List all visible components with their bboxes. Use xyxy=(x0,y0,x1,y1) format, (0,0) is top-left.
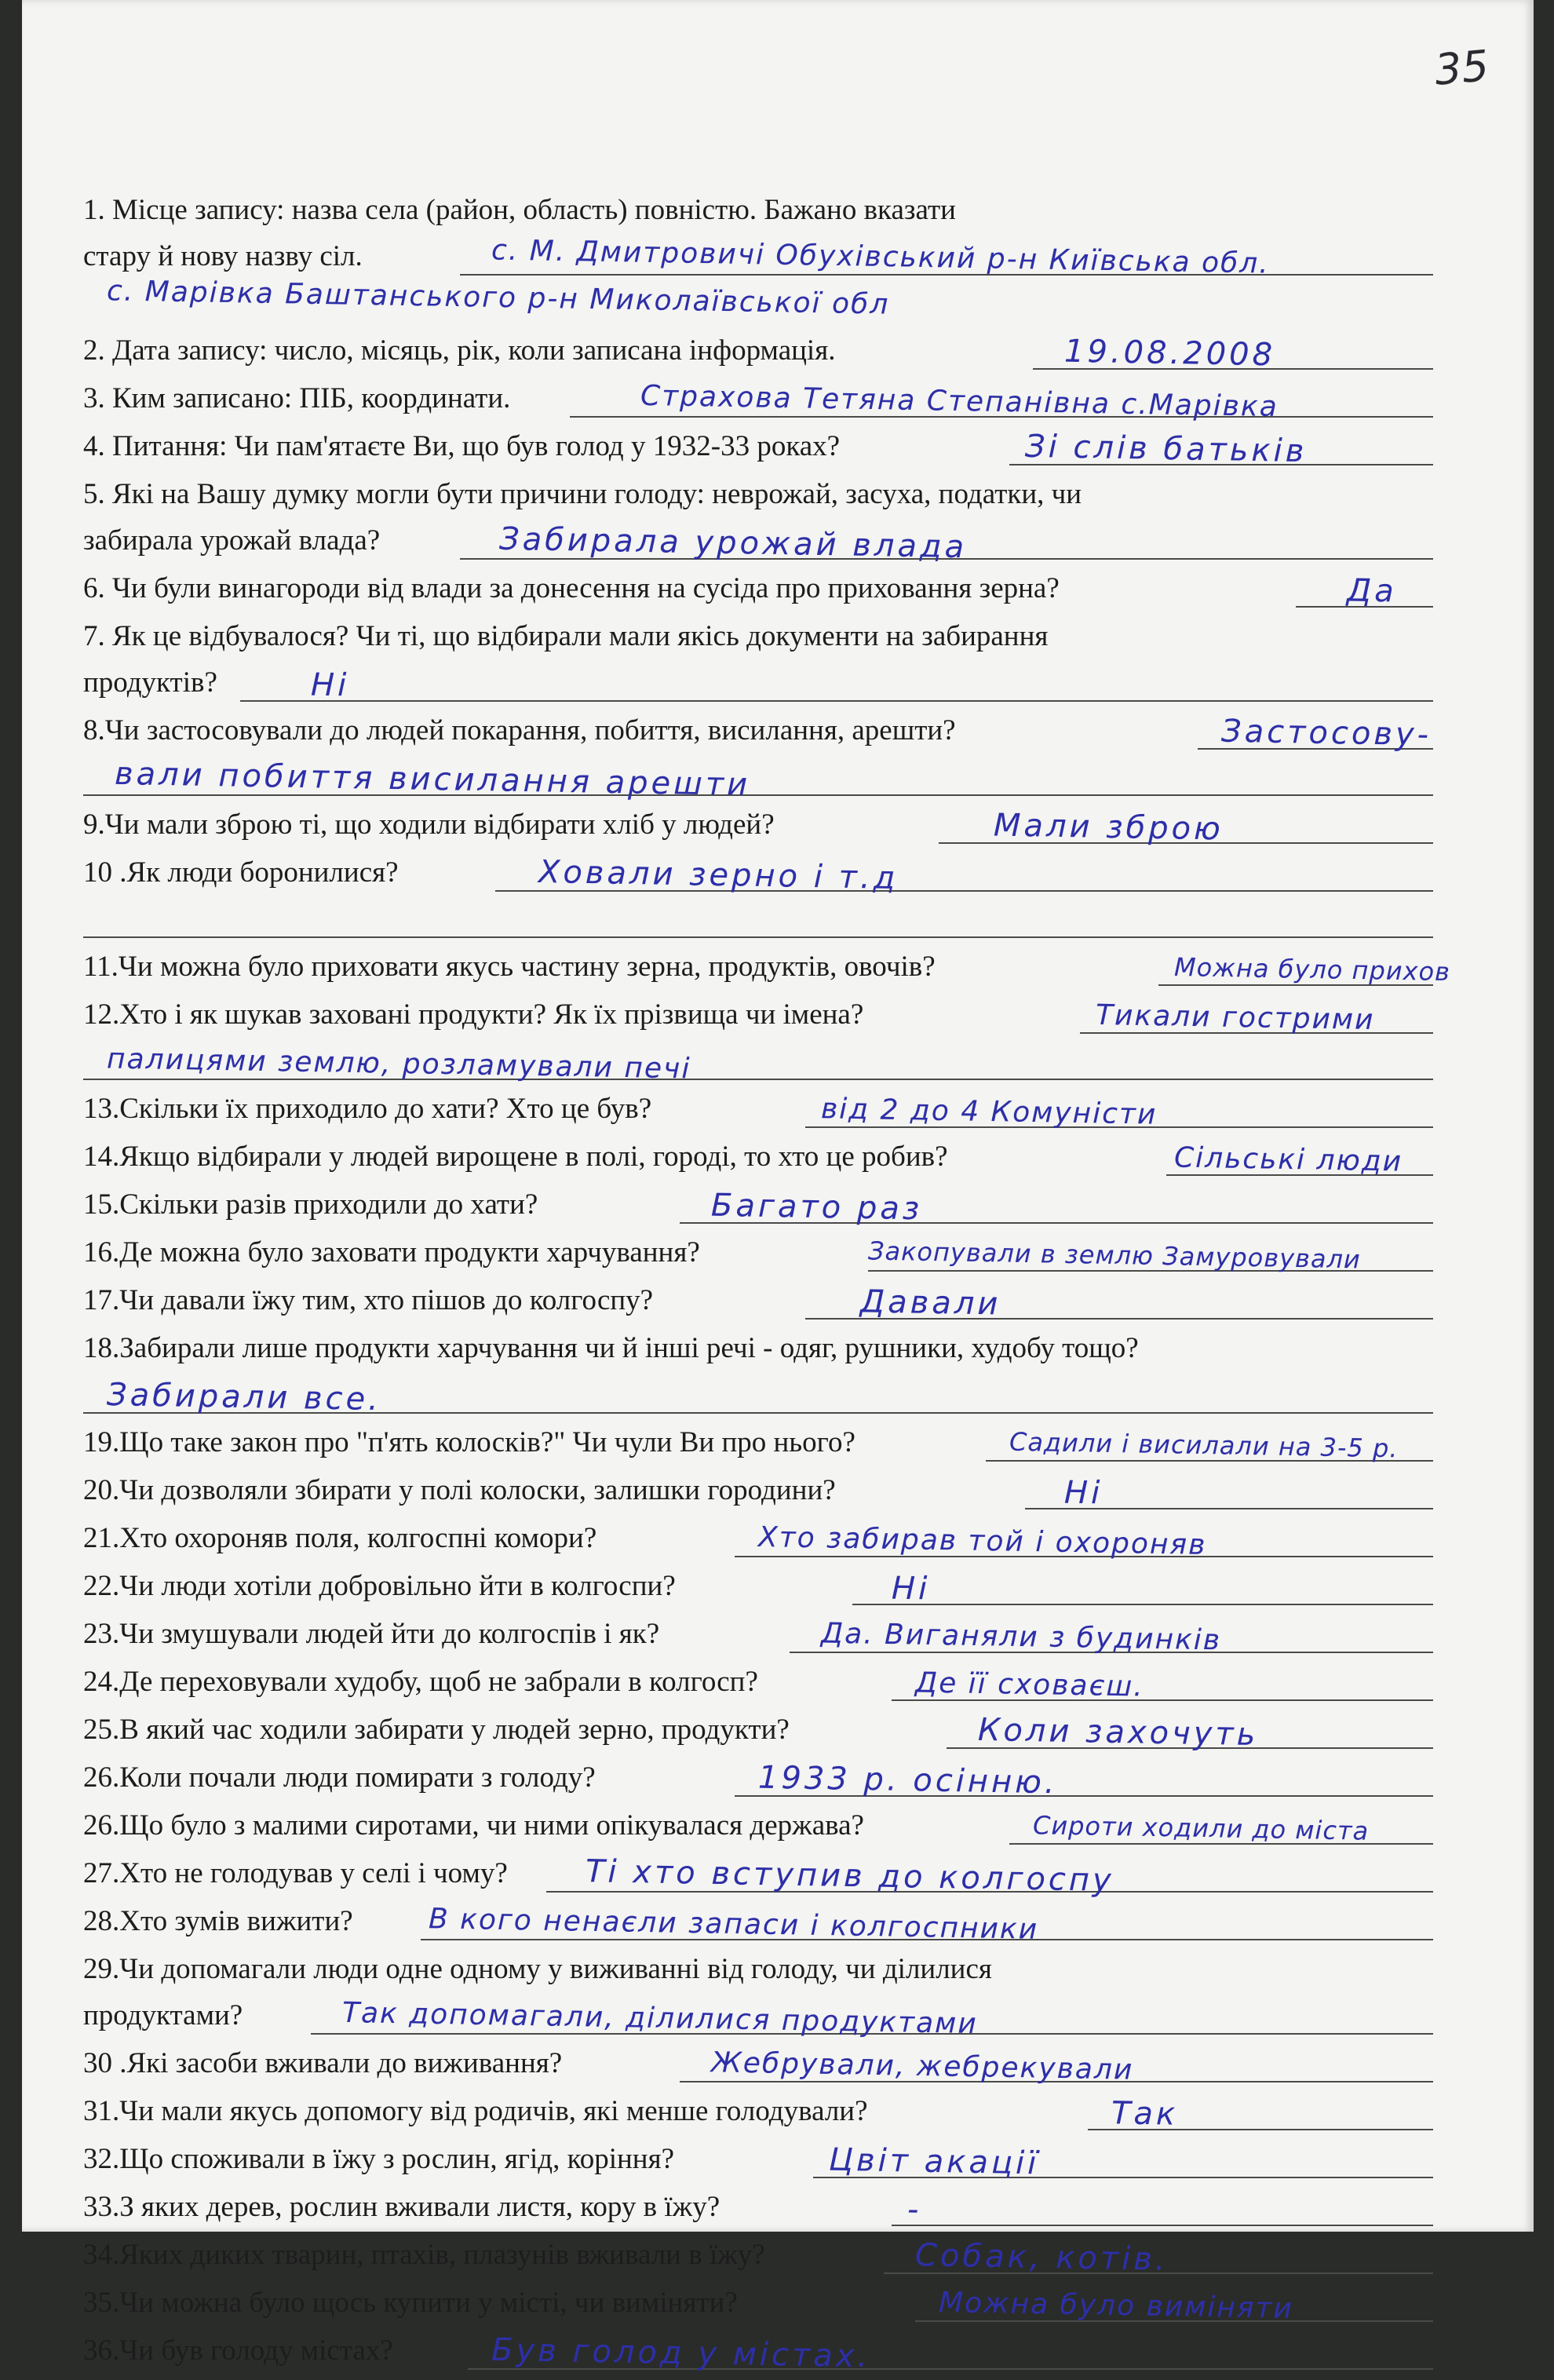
handwritten-answer-continued: Забирали все. xyxy=(106,1376,382,1418)
question-item xyxy=(83,1754,1433,1802)
handwritten-answer: Сільські люди xyxy=(1173,1141,1403,1178)
handwritten-answer-continued: Так допомагали, ділилися продуктами xyxy=(341,1996,979,2041)
handwritten-answer: Цвіт акації xyxy=(828,2141,1040,2182)
question-item xyxy=(83,613,1433,707)
question-text: 8.Чи застосовували до людей покарання, побиття, висилання, арешти? xyxy=(83,714,956,746)
question-item xyxy=(83,1850,1433,1898)
handwritten-answer: Ті хто вступив до колгоспу xyxy=(585,1853,1115,1899)
question-item xyxy=(83,2327,1433,2375)
answer-line xyxy=(892,2225,1433,2226)
question-text: 6. Чи були винагороди від влади за донесення на сусіда про приховання зерна? xyxy=(83,572,1060,604)
question-item xyxy=(83,2280,1433,2327)
question-item xyxy=(83,1229,1433,1277)
handwritten-answer: від 2 до 4 Комуністи xyxy=(820,1093,1158,1131)
question-text: 31.Чи мали якусь допомогу від родичів, які менше голодували? xyxy=(83,2095,868,2127)
question-text-continued: забирала урожай влада? xyxy=(83,524,381,557)
handwritten-answer: Багато раз xyxy=(710,1187,923,1228)
question-item xyxy=(83,1802,1433,1850)
question-text: 24.Де переховували худобу, щоб не забрали в колгосп? xyxy=(83,1666,758,1698)
question-text: 17.Чи давали їжу тим, хто пішов до колгоспу? xyxy=(83,1284,654,1316)
handwritten-answer: 19.08.2008 xyxy=(1063,333,1276,374)
questionnaire-list xyxy=(83,187,1451,2375)
handwritten-answer: Можна було виміняти xyxy=(938,2287,1294,2325)
question-item xyxy=(83,423,1433,471)
question-item xyxy=(83,1659,1433,1707)
question-item xyxy=(83,187,1433,327)
question-text: 27.Хто не голодував у селі і чому? xyxy=(83,1857,508,1889)
handwritten-answer-continued: вали побиття висилання арешти xyxy=(114,755,751,804)
answer-line xyxy=(240,700,1433,702)
handwritten-answer: Хто забирав той і охороняв xyxy=(757,1521,1207,1561)
question-text: 32.Що споживали в їжу з рослин, ягід, коріння? xyxy=(83,2143,675,2175)
question-text: 16.Де можна було заховати продукти харчування? xyxy=(83,1236,700,1268)
question-item xyxy=(83,1707,1433,1754)
handwritten-answer: Закопували в землю Замуровували xyxy=(867,1236,1362,1275)
question-item xyxy=(83,327,1433,375)
question-item xyxy=(83,2088,1433,2136)
question-item xyxy=(83,1086,1433,1133)
question-item xyxy=(83,849,1433,944)
question-text: 33.З яких дерев, рослин вживали листя, кору в їжу? xyxy=(83,2191,720,2223)
question-text: 20.Чи дозволяли збирати у полі колоски, залишки городини? xyxy=(83,1474,836,1506)
handwritten-answer: 1933 р. осінню. xyxy=(757,1759,1058,1801)
question-text: 19.Що таке закон про "п'ять колосків?" Чи чули Ви про нього? xyxy=(83,1426,855,1458)
question-item xyxy=(83,1898,1433,1946)
handwritten-answer: Сироти ходили до міста xyxy=(1032,1810,1370,1846)
handwritten-answer: Так xyxy=(1111,2095,1179,2133)
question-text: 13.Скільки їх приходило до хати? Хто це був? xyxy=(83,1093,652,1125)
question-text: 5. Які на Вашу думку могли бути причини голоду: неврожай, засуха, податки, чи xyxy=(83,478,1082,510)
handwritten-answer: Давали xyxy=(859,1283,1001,1323)
question-item xyxy=(83,1467,1433,1515)
question-item xyxy=(83,1515,1433,1563)
handwritten-answer: Ховали зерно і т.д xyxy=(538,854,899,896)
question-text: 23.Чи змушували людей йти до колгоспів і як? xyxy=(83,1618,660,1650)
questionnaire-page xyxy=(22,0,1534,2375)
handwritten-answer: Страхова Тетяна Степанівна с.Марівка xyxy=(640,379,1279,424)
handwritten-answer-continued: Ні xyxy=(310,666,350,704)
question-item xyxy=(83,375,1433,423)
question-item xyxy=(83,2232,1433,2280)
question-text: 34.Яких диких тварин, птахів, плазунів вживали в їжу? xyxy=(83,2239,765,2271)
question-text: 1. Місце запису: назва села (район, область) повністю. Бажано вказати xyxy=(83,194,956,226)
handwritten-answer: с. М. Дмитровичі Обухівський р-н Київська обл. xyxy=(491,234,1271,280)
question-item xyxy=(83,991,1433,1086)
question-text-continued: продуктів? xyxy=(83,666,217,699)
question-text-continued: стару й нову назву сіл. xyxy=(83,240,363,272)
handwritten-answer: Ні xyxy=(891,1570,931,1608)
question-item xyxy=(83,1133,1433,1181)
question-item xyxy=(83,1181,1433,1229)
handwritten-answer: - xyxy=(906,2191,922,2229)
question-text: 2. Дата запису: число, місяць, рік, коли записана інформація. xyxy=(83,334,836,367)
question-text: 3. Ким записано: ПІБ, координати. xyxy=(83,382,511,414)
handwritten-answer: Да xyxy=(1346,572,1398,610)
question-item xyxy=(83,944,1451,991)
handwritten-answer: Садили і висилали на 3-5 р. xyxy=(1009,1426,1399,1464)
handwritten-answer-continued: Забирала урожай влада xyxy=(498,520,968,566)
question-item xyxy=(83,1946,1433,2040)
question-text: 21.Хто охороняв поля, колгоспні комори? xyxy=(83,1522,597,1554)
question-text-continued: продуктами? xyxy=(83,1999,243,2031)
question-text: 10 .Як люди боронилися? xyxy=(83,856,399,889)
handwritten-answer: Зі слів батьків xyxy=(1024,428,1308,470)
question-text: 7. Як це відбувалося? Чи ті, що відбирали мали якісь документи на забирання xyxy=(83,620,1049,652)
question-text: 30 .Які засоби вживали до виживання? xyxy=(83,2047,563,2079)
handwritten-answer: В кого ненаєли запаси і колгоспники xyxy=(428,1903,1039,1946)
answer-line xyxy=(852,1604,1433,1605)
question-text: 26.Коли почали люди помирати з голоду? xyxy=(83,1761,596,1794)
question-text: 18.Забирали лише продукти харчування чи й інші речі - одяг, рушники, худобу тощо? xyxy=(83,1332,1139,1364)
handwritten-answer: Ні xyxy=(1063,1474,1103,1512)
handwritten-answer: Да. Виганяли з будинків xyxy=(820,1617,1222,1657)
question-text: 11.Чи можна було приховати якусь частину зерна, продуктів, овочів? xyxy=(83,951,936,983)
handwritten-answer: Можна було прихов xyxy=(1173,951,1451,987)
handwritten-answer: Застосову- xyxy=(1220,713,1432,754)
handwritten-answer: Мали зброю xyxy=(993,807,1224,848)
question-text: 4. Питання: Чи пам'ятаєте Ви, що був голод у 1932-33 роках? xyxy=(83,430,841,462)
question-text: 22.Чи люди хотіли добровільно йти в колгоспи? xyxy=(83,1570,676,1602)
question-item xyxy=(83,1325,1433,1419)
question-item xyxy=(83,2184,1433,2232)
handwritten-answer: Коли захочуть xyxy=(977,1711,1259,1754)
question-item xyxy=(83,471,1433,565)
handwritten-answer: Тикали гострими xyxy=(1095,998,1375,1037)
question-text: 28.Хто зумів вижити? xyxy=(83,1905,353,1937)
handwritten-answer: Де її сховаєш. xyxy=(914,1666,1145,1703)
handwritten-answer-continued: палицями землю, розламували печі xyxy=(106,1042,691,1086)
handwritten-answer-continued: с. Марівка Баштанського р-н Миколаївської обл xyxy=(106,275,890,321)
question-text: 15.Скільки разів приходили до хати? xyxy=(83,1188,538,1221)
answer-line xyxy=(83,936,1433,938)
handwritten-answer: Був голод у містах. xyxy=(491,2331,871,2375)
question-item xyxy=(83,565,1433,613)
question-text: 25.В який час ходили забирати у людей зерно, продукти? xyxy=(83,1714,790,1746)
question-text: 35.Чи можна було щось купити у місті, чи виміняти? xyxy=(83,2287,738,2319)
question-text: 14.Якщо відбирали у людей вирощене в полі, городі, то хто це робив? xyxy=(83,1141,948,1173)
handwritten-answer: Жебрували, жебрекували xyxy=(710,2046,1134,2086)
handwritten-answer: Собак, котів. xyxy=(914,2237,1169,2278)
question-item xyxy=(83,801,1433,849)
question-item xyxy=(83,707,1433,804)
question-text: 9.Чи мали зброю ті, що ходили відбирати хліб у людей? xyxy=(83,809,775,841)
question-text: 12.Хто і як шукав заховані продукти? Як їх прізвища чи імена? xyxy=(83,998,864,1031)
question-item xyxy=(83,1419,1433,1467)
question-text: 26.Що було з малими сиротами, чи ними опікувалася держава? xyxy=(83,1809,864,1842)
page-number: 35 xyxy=(1432,41,1491,95)
question-item xyxy=(83,1277,1433,1325)
question-item xyxy=(83,1563,1433,1611)
question-item xyxy=(83,2136,1433,2184)
question-item xyxy=(83,1611,1433,1659)
question-text: 36.Чи був голоду містах? xyxy=(83,2334,393,2367)
question-text: 29.Чи допомагали люди одне одному у виживанні від голоду, чи ділилися xyxy=(83,1953,992,1985)
question-item xyxy=(83,2040,1433,2088)
